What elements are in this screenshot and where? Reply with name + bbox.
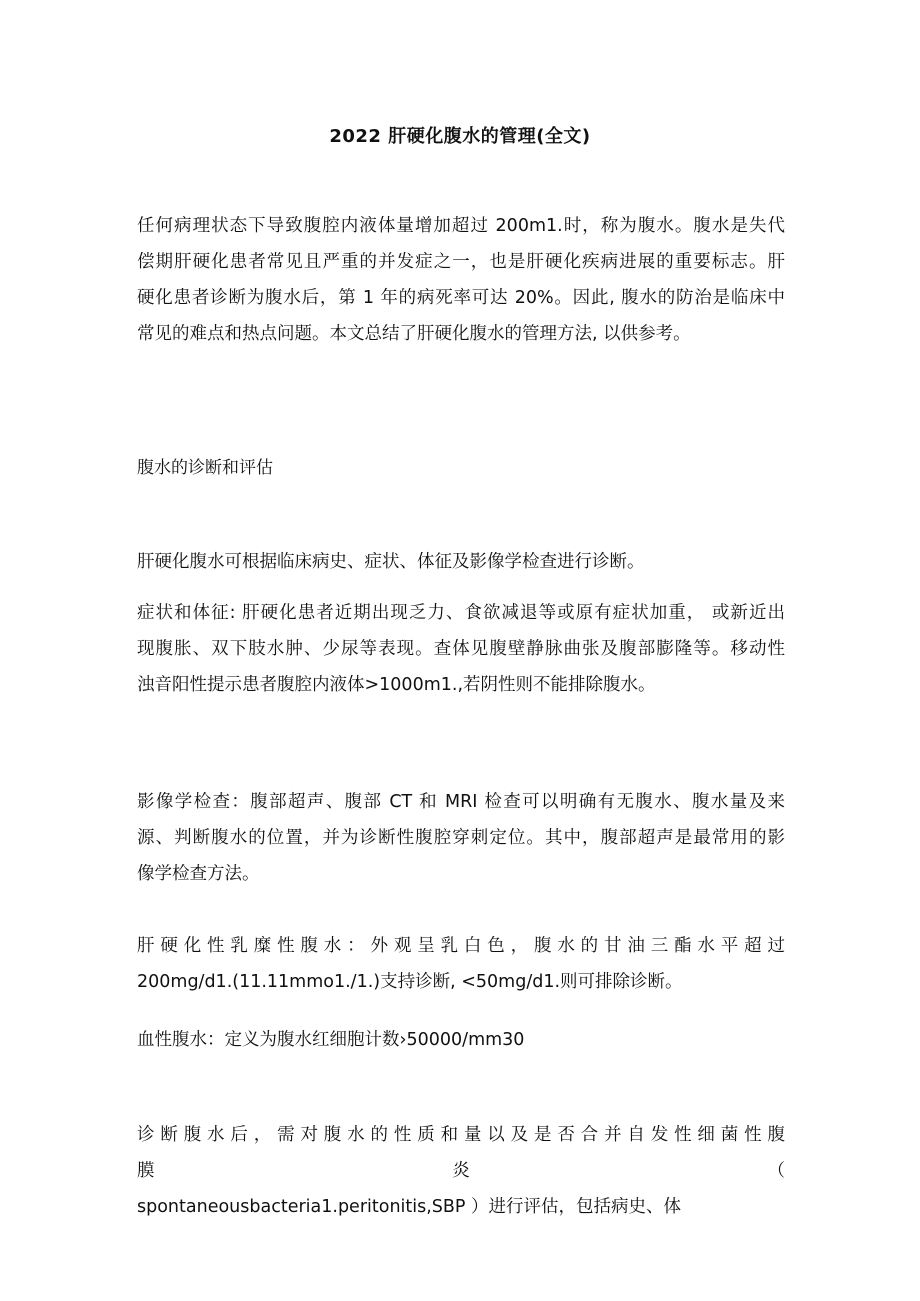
paragraph-line: 肝硬化腹水可根据临床病史、症状、体征及影像学检查进行诊断。 [137,552,645,572]
evaluation-paragraph [137,1117,785,1225]
section-heading: 腹水的诊断和评估 [137,458,273,478]
document-title: 2022 肝硬化腹水的管理(全文) [329,126,591,147]
intro-line: 常见的难点和热点问题。本文总结了肝硬化腹水的管理方法, 以供参考。 [137,324,691,344]
symptoms-paragraph [137,595,785,703]
intro-line: 任何病理状态下导致腹腔内液体量增加超过 200m1.时，称为腹水。腹水是失代 [137,216,785,236]
paragraph-line: 血性腹水：定义为腹水红细胞计数›50000/mm30 [137,1030,525,1050]
intro-paragraph [137,208,785,352]
chylous-ascites-paragraph [137,928,785,1000]
paragraph-line: 诊 断 腹 水 后 ， 需 对 腹 水 的 性 质 和 量 以 及 是 否 合 并 自 发 性 细 菌 性 腹 膜 炎 （ [137,1125,785,1181]
diagnosis-paragraph [137,544,785,580]
intro-line: 偿期肝硬化患者常见且严重的并发症之一，也是肝硬化疾病进展的重要标志。肝 [137,252,785,272]
paragraph-line: 源、判断腹水的位置，并为诊断性腹腔穿刺定位。其中，腹部超声是最常用的影 [137,828,785,848]
paragraph-line: 肝 硬 化 性 乳 糜 性 腹 水 ： 外 观 呈 乳 白 色 ， 腹 水 的 甘 油 三 酯 水 平 超 过 [137,936,785,956]
bloody-ascites-paragraph [137,1022,785,1058]
intro-line: 硬化患者诊断为腹水后，第 1 年的病死率可达 20%。因此, 腹水的防治是临床中 [137,288,785,308]
imaging-paragraph [137,784,785,892]
paragraph-line: spontaneousbacteria1.peritonitis,SBP ）进行评估，包括病史、体 [137,1197,682,1217]
paragraph-line: 症状和体征: 肝硬化患者近期出现乏力、食欲减退等或原有症状加重， 或新近出 [137,603,785,623]
paragraph-line: 现腹胀、双下肢水肿、少尿等表现。查体见腹壁静脉曲张及腹部膨隆等。移动性 [137,639,785,659]
paragraph-line: 像学检查方法。 [137,864,260,884]
paragraph-line: 影像学检查：腹部超声、腹部 CT 和 MRI 检查可以明确有无腹水、腹水量及来 [137,792,785,812]
paragraph-line: 浊音阳性提示患者腹腔内液体>1000m1.,若阴性则不能排除腹水。 [137,675,656,695]
paragraph-line: 200mg/d1.(11.11mmo1./1.)支持诊断, <50mg/d1.则可排除诊断。 [137,972,683,992]
